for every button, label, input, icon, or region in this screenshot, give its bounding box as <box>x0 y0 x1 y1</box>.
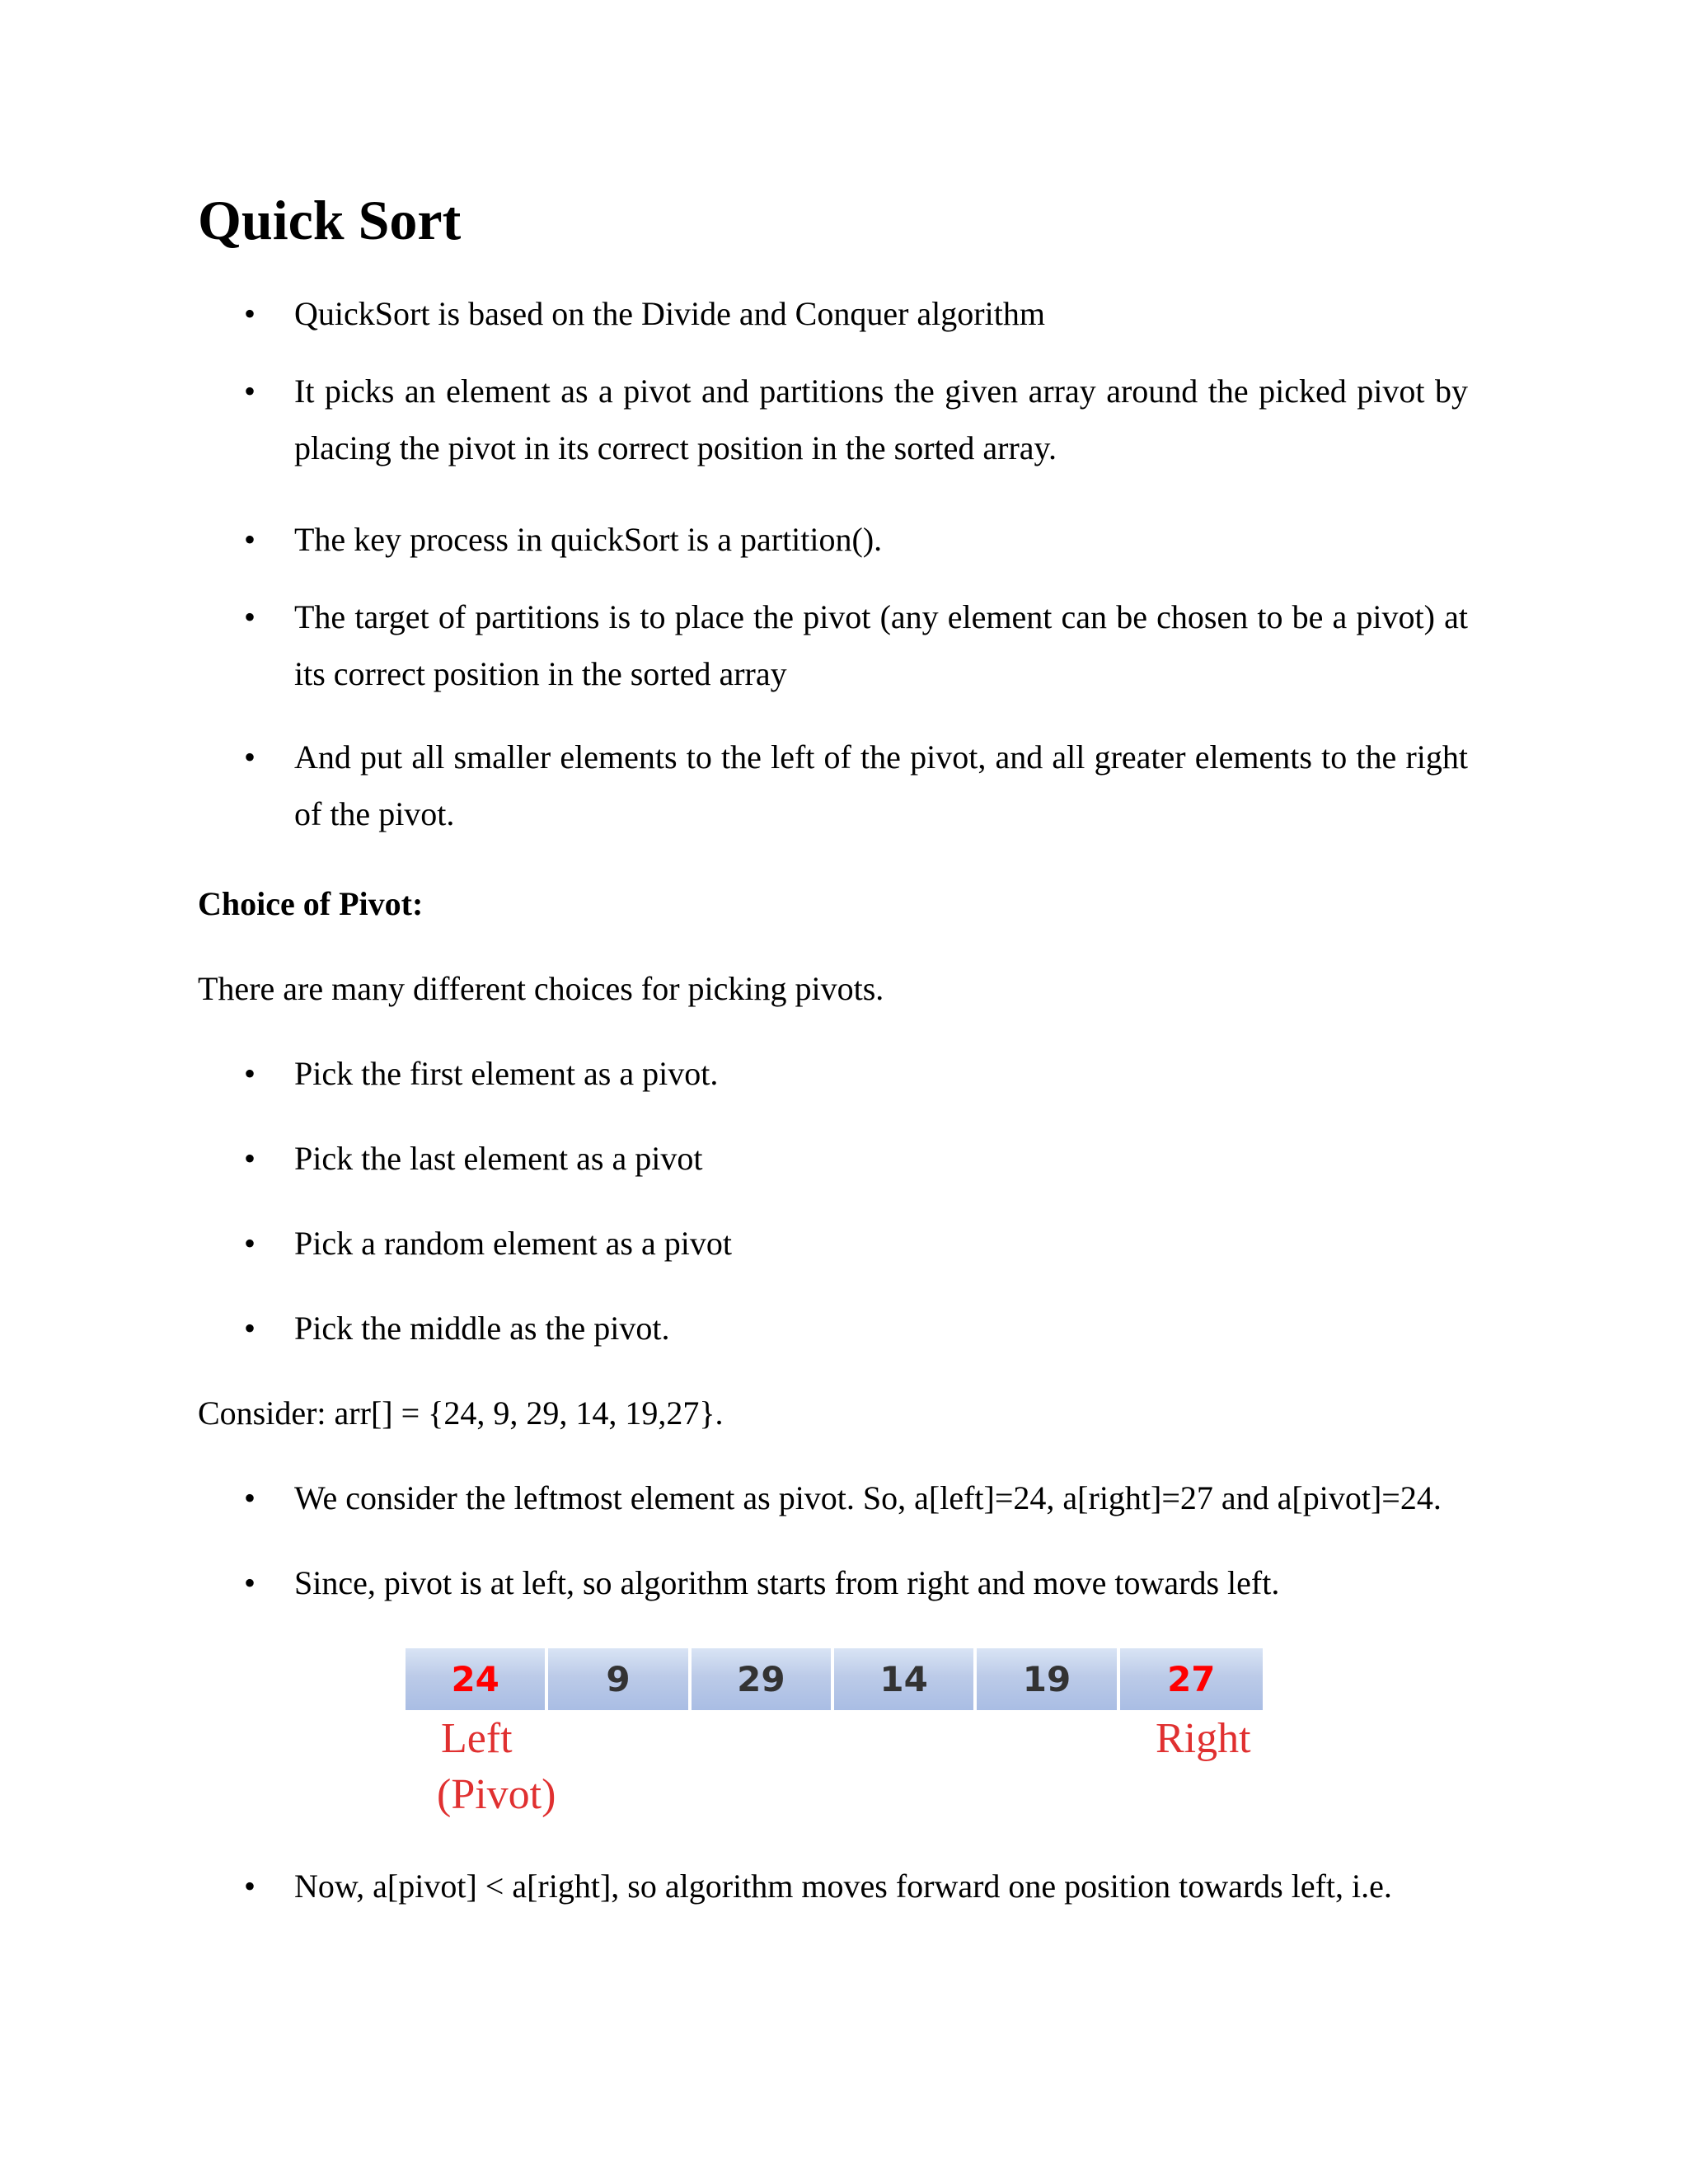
bullet-marker: • <box>244 1310 256 1347</box>
array-cell: 27 <box>1120 1648 1263 1710</box>
list-item: Since, pivot is at left, so algorithm starts from right and move towards left. <box>294 1564 1280 1601</box>
list-item: Pick the last element as a pivot <box>294 1140 703 1177</box>
bullet-marker: • <box>244 1055 256 1092</box>
list-item: Now, a[pivot] < a[right], so algorithm moves forward one position towards left, i.e. <box>294 1868 1392 1905</box>
bullet-marker: • <box>244 1564 256 1601</box>
bullet-marker: • <box>244 598 256 635</box>
list-item: Pick a random element as a pivot <box>294 1225 732 1262</box>
list-item: And put all smaller elements to the left of the pivot, and all greater elements to the right of the pivot. <box>294 738 1468 832</box>
list-item: We consider the leftmost element as pivot. So, a[left]=24, a[right]=27 and a[pivot]=24. <box>294 1479 1442 1516</box>
list-item: The key process in quickSort is a partition(). <box>294 521 883 558</box>
array-cell: 14 <box>834 1648 977 1710</box>
right-pointer-label: Right <box>1156 1715 1251 1762</box>
pivot-pointer-label: (Pivot) <box>437 1771 556 1818</box>
array-figure <box>406 1648 1263 1710</box>
section-heading: Choice of Pivot: <box>198 885 424 922</box>
array-cell: 9 <box>548 1648 691 1710</box>
bullet-marker: • <box>244 1140 256 1177</box>
page-title: Quick Sort <box>198 189 462 251</box>
bullet-marker: • <box>244 738 256 776</box>
list-item: It picks an element as a pivot and partitions the given array around the picked pivot by placing the pivot in its correct position in the sorted array. <box>294 373 1468 466</box>
bullet-marker: • <box>244 1479 256 1516</box>
bullet-marker: • <box>244 521 256 558</box>
paragraph: Consider: arr[] = {24, 9, 29, 14, 19,27}. <box>198 1394 724 1432</box>
list-item: Pick the middle as the pivot. <box>294 1310 670 1347</box>
array-cell: 19 <box>977 1648 1119 1710</box>
left-pointer-label: Left <box>441 1715 513 1762</box>
paragraph: There are many different choices for picking pivots. <box>198 970 884 1007</box>
array-cell: 24 <box>406 1648 548 1710</box>
array-cell: 29 <box>692 1648 834 1710</box>
bullet-marker: • <box>244 1225 256 1262</box>
bullet-marker: • <box>244 295 256 332</box>
bullet-marker: • <box>244 1868 256 1905</box>
list-item: Pick the first element as a pivot. <box>294 1055 719 1092</box>
bullet-marker: • <box>244 373 256 410</box>
list-item: QuickSort is based on the Divide and Conquer algorithm <box>294 295 1045 332</box>
list-item: The target of partitions is to place the pivot (any element can be chosen to be a pivot) at its correct position in the sorted array <box>294 598 1468 692</box>
